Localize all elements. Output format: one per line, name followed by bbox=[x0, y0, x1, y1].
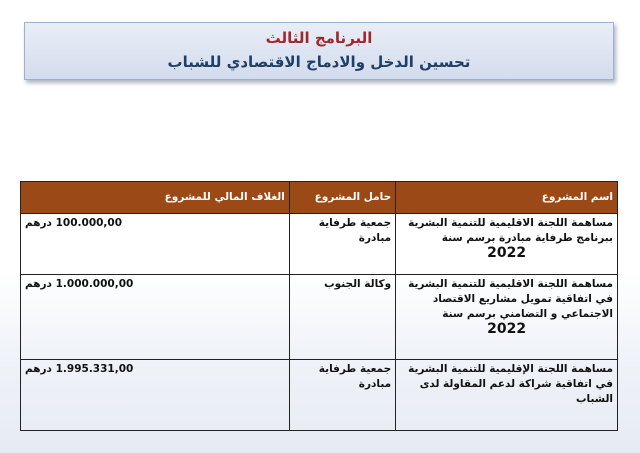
project-budget: 1.995.331,00 درهم bbox=[25, 363, 134, 375]
column-header-project-budget: الغلاف المالي للمشروع bbox=[21, 182, 290, 214]
program-title: تحسين الدخل والادماج الاقتصادي للشباب bbox=[167, 53, 471, 71]
project-name-cell bbox=[396, 360, 618, 431]
table-row bbox=[21, 360, 618, 431]
project-budget: 100.000,00 درهم bbox=[25, 217, 123, 229]
project-budget: 1.000.000,00 درهم bbox=[25, 278, 134, 290]
program-title-box bbox=[24, 22, 614, 80]
table-row bbox=[21, 214, 618, 275]
project-budget-cell bbox=[21, 214, 290, 275]
table-header-row bbox=[21, 182, 618, 214]
project-year: 2022 bbox=[487, 245, 527, 261]
table-row bbox=[21, 275, 618, 360]
projects-table bbox=[20, 181, 618, 431]
project-holder-cell: وكالة الجنوب bbox=[289, 275, 395, 360]
project-budget-cell bbox=[21, 275, 290, 360]
project-name-cell bbox=[396, 214, 618, 275]
project-year: 2022 bbox=[487, 321, 527, 337]
column-header-project-name: اسم المشروع bbox=[396, 182, 618, 214]
project-name: مساهمة اللجنة الاقليمية للتنمية البشرية ببرنامج طرفاية مبادرة برسم سنة bbox=[408, 217, 613, 244]
project-name: مساهمة اللجنة الإقليمية للتنمية البشرية في اتفاقية شراكة لدعم المقاولة لدى الشباب bbox=[408, 363, 613, 405]
project-name-cell bbox=[396, 275, 618, 360]
project-holder-cell: جمعية طرفاية مبادرة bbox=[289, 360, 395, 431]
project-budget-cell bbox=[21, 360, 290, 431]
program-label: البرنامج الثالث bbox=[265, 29, 373, 47]
column-header-project-holder: حامل المشروع bbox=[289, 182, 395, 214]
project-name: مساهمة اللجنة الاقليمية للتنمية البشرية في اتفاقية تمويل مشاريع الاقتصاد الاجتماعي و التضامني برسم سنة bbox=[408, 278, 613, 320]
project-holder-cell: جمعية طرفاية مبادرة bbox=[289, 214, 395, 275]
